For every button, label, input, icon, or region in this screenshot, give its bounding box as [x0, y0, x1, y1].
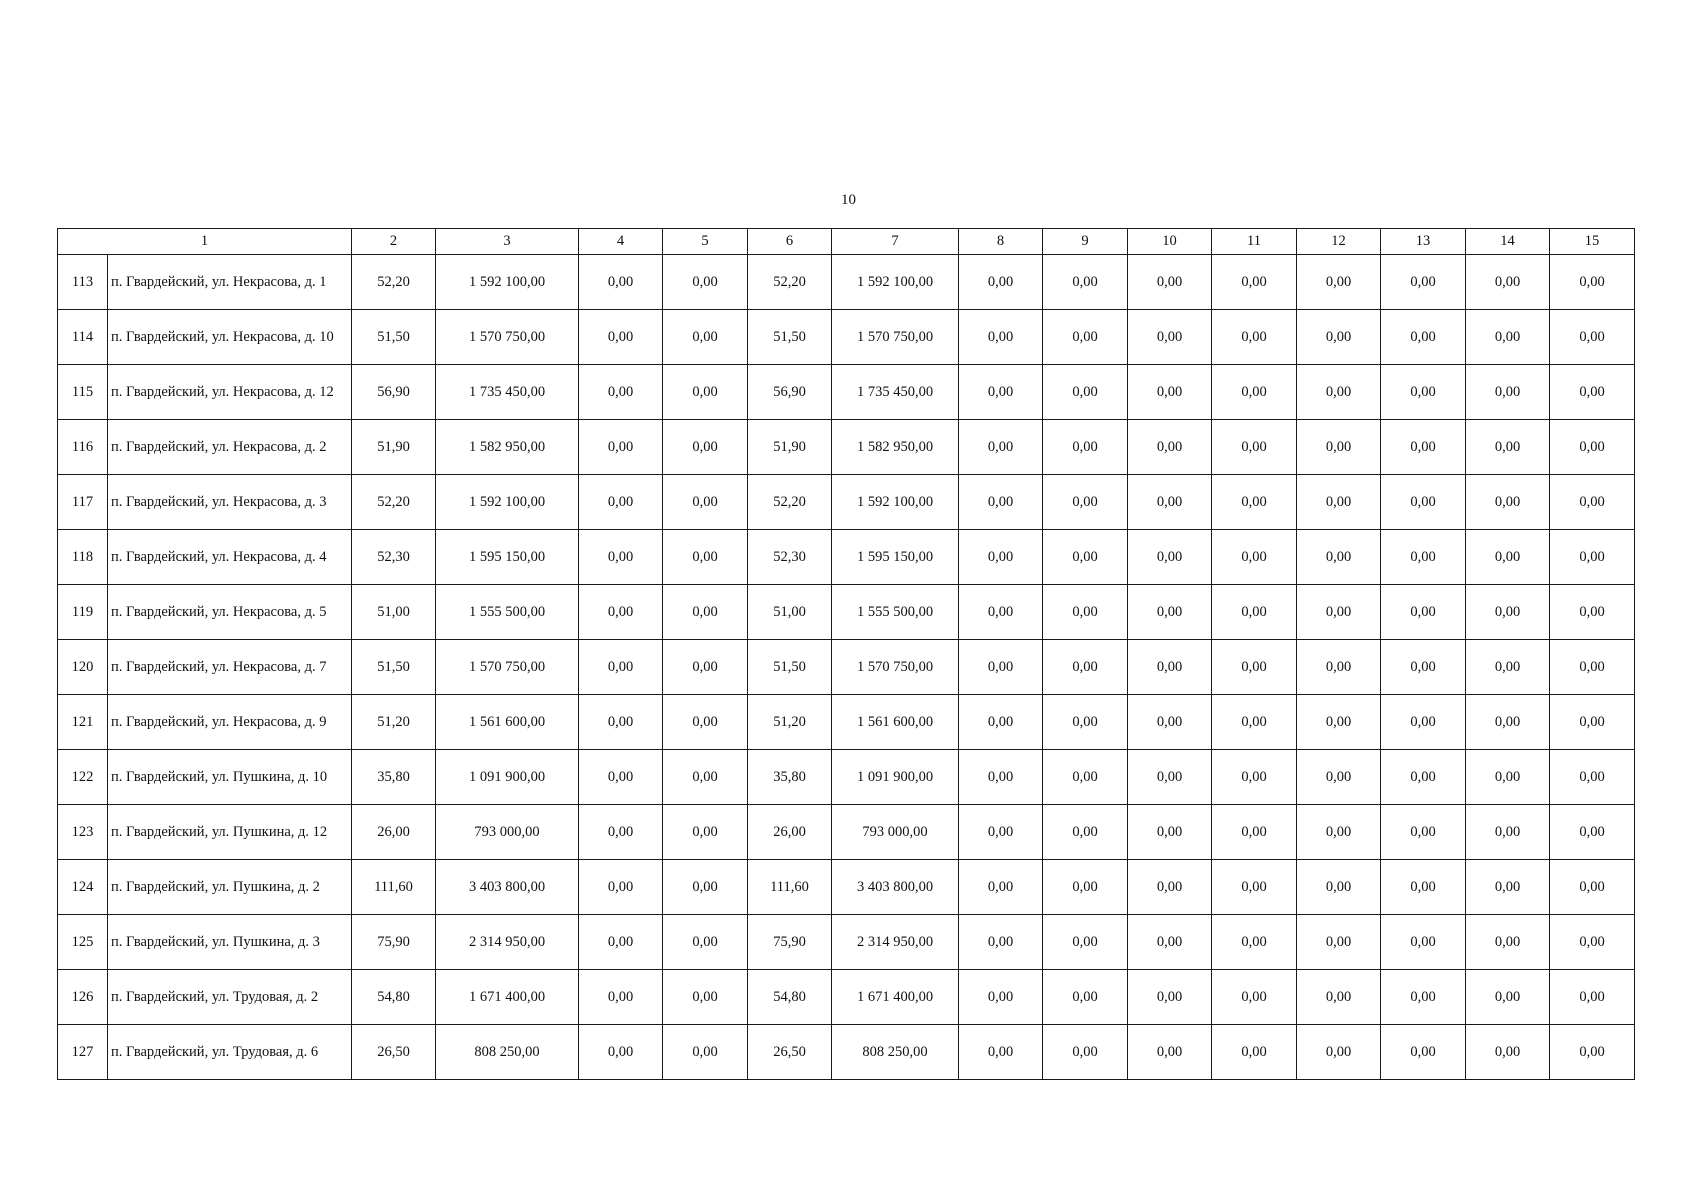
value-cell: 0,00 [959, 1025, 1043, 1080]
address-cell: п. Гвардейский, ул. Некрасова, д. 12 [108, 365, 352, 420]
value-cell: 0,00 [1212, 1025, 1297, 1080]
value-cell: 0,00 [1466, 310, 1550, 365]
value-cell: 51,00 [748, 585, 832, 640]
value-cell: 0,00 [579, 695, 663, 750]
value-cell: 0,00 [1212, 310, 1297, 365]
value-cell: 0,00 [1466, 1025, 1550, 1080]
value-cell: 0,00 [1043, 255, 1128, 310]
value-cell: 0,00 [663, 310, 748, 365]
value-cell: 0,00 [1212, 255, 1297, 310]
address-cell: п. Гвардейский, ул. Некрасова, д. 3 [108, 475, 352, 530]
value-cell: 0,00 [663, 970, 748, 1025]
value-cell: 1 570 750,00 [832, 310, 959, 365]
table-row [58, 255, 1635, 310]
value-cell: 2 314 950,00 [832, 915, 959, 970]
value-cell: 0,00 [1297, 695, 1381, 750]
value-cell: 808 250,00 [832, 1025, 959, 1080]
value-cell: 0,00 [1128, 585, 1212, 640]
value-cell: 2 314 950,00 [436, 915, 579, 970]
value-cell: 1 555 500,00 [832, 585, 959, 640]
value-cell: 0,00 [1550, 915, 1635, 970]
value-cell: 75,90 [352, 915, 436, 970]
value-cell: 0,00 [1128, 365, 1212, 420]
header-cell: 14 [1466, 229, 1550, 255]
value-cell: 51,90 [352, 420, 436, 475]
value-cell: 0,00 [1212, 695, 1297, 750]
value-cell: 1 570 750,00 [436, 640, 579, 695]
value-cell: 1 582 950,00 [832, 420, 959, 475]
value-cell: 0,00 [1128, 475, 1212, 530]
value-cell: 0,00 [663, 365, 748, 420]
value-cell: 1 735 450,00 [436, 365, 579, 420]
value-cell: 0,00 [663, 750, 748, 805]
value-cell: 0,00 [663, 475, 748, 530]
value-cell: 0,00 [1128, 530, 1212, 585]
value-cell: 0,00 [959, 475, 1043, 530]
value-cell: 51,20 [352, 695, 436, 750]
table-row [58, 475, 1635, 530]
value-cell: 0,00 [663, 530, 748, 585]
value-cell: 52,20 [748, 255, 832, 310]
table-row [58, 695, 1635, 750]
address-cell: п. Гвардейский, ул. Трудовая, д. 2 [108, 970, 352, 1025]
value-cell: 0,00 [579, 750, 663, 805]
value-cell: 0,00 [1297, 475, 1381, 530]
value-cell: 51,50 [748, 310, 832, 365]
header-cell: 12 [1297, 229, 1381, 255]
value-cell: 0,00 [959, 640, 1043, 695]
value-cell: 51,90 [748, 420, 832, 475]
value-cell: 0,00 [959, 695, 1043, 750]
value-cell: 0,00 [1550, 530, 1635, 585]
value-cell: 0,00 [1212, 805, 1297, 860]
value-cell: 0,00 [959, 750, 1043, 805]
value-cell: 0,00 [1043, 310, 1128, 365]
value-cell: 0,00 [959, 585, 1043, 640]
value-cell: 0,00 [959, 915, 1043, 970]
value-cell: 0,00 [959, 255, 1043, 310]
value-cell: 0,00 [1381, 585, 1466, 640]
value-cell: 0,00 [1297, 365, 1381, 420]
table-header [58, 229, 1635, 255]
header-cell: 7 [832, 229, 959, 255]
value-cell: 0,00 [1212, 585, 1297, 640]
value-cell: 51,50 [352, 640, 436, 695]
table-row [58, 585, 1635, 640]
value-cell: 0,00 [1212, 970, 1297, 1025]
value-cell: 52,20 [748, 475, 832, 530]
value-cell: 1 570 750,00 [832, 640, 959, 695]
value-cell: 0,00 [1297, 805, 1381, 860]
value-cell: 52,20 [352, 475, 436, 530]
value-cell: 0,00 [1381, 310, 1466, 365]
value-cell: 0,00 [1381, 475, 1466, 530]
value-cell: 0,00 [1466, 585, 1550, 640]
row-number: 114 [58, 310, 108, 365]
value-cell: 75,90 [748, 915, 832, 970]
header-row [58, 229, 1635, 255]
row-number: 123 [58, 805, 108, 860]
value-cell: 0,00 [579, 1025, 663, 1080]
value-cell: 51,20 [748, 695, 832, 750]
value-cell: 0,00 [1128, 640, 1212, 695]
value-cell: 0,00 [1381, 365, 1466, 420]
value-cell: 0,00 [1128, 310, 1212, 365]
value-cell: 0,00 [1297, 860, 1381, 915]
row-number: 126 [58, 970, 108, 1025]
value-cell: 35,80 [352, 750, 436, 805]
value-cell: 0,00 [1297, 420, 1381, 475]
header-cell: 3 [436, 229, 579, 255]
value-cell: 0,00 [1381, 255, 1466, 310]
value-cell: 0,00 [663, 585, 748, 640]
value-cell: 0,00 [579, 530, 663, 585]
value-cell: 3 403 800,00 [436, 860, 579, 915]
value-cell: 1 595 150,00 [436, 530, 579, 585]
value-cell: 0,00 [1212, 420, 1297, 475]
value-cell: 0,00 [1381, 695, 1466, 750]
value-cell: 1 592 100,00 [436, 255, 579, 310]
value-cell: 0,00 [579, 310, 663, 365]
value-cell: 111,60 [352, 860, 436, 915]
table-row [58, 805, 1635, 860]
value-cell: 0,00 [1043, 1025, 1128, 1080]
value-cell: 0,00 [1466, 805, 1550, 860]
value-cell: 0,00 [579, 365, 663, 420]
value-cell: 1 570 750,00 [436, 310, 579, 365]
value-cell: 1 592 100,00 [832, 255, 959, 310]
value-cell: 26,00 [352, 805, 436, 860]
table-row [58, 310, 1635, 365]
address-cell: п. Гвардейский, ул. Некрасова, д. 4 [108, 530, 352, 585]
value-cell: 0,00 [1550, 585, 1635, 640]
row-number: 117 [58, 475, 108, 530]
value-cell: 0,00 [1297, 640, 1381, 695]
row-number: 124 [58, 860, 108, 915]
table-body [58, 255, 1635, 1080]
header-cell: 2 [352, 229, 436, 255]
value-cell: 0,00 [663, 1025, 748, 1080]
row-number: 125 [58, 915, 108, 970]
value-cell: 0,00 [1466, 640, 1550, 695]
value-cell: 51,00 [352, 585, 436, 640]
value-cell: 54,80 [352, 970, 436, 1025]
value-cell: 0,00 [1381, 530, 1466, 585]
value-cell: 0,00 [1128, 420, 1212, 475]
value-cell: 793 000,00 [436, 805, 579, 860]
value-cell: 0,00 [1297, 970, 1381, 1025]
value-cell: 0,00 [1550, 805, 1635, 860]
value-cell: 0,00 [1297, 585, 1381, 640]
table-row [58, 365, 1635, 420]
address-cell: п. Гвардейский, ул. Некрасова, д. 7 [108, 640, 352, 695]
header-cell: 9 [1043, 229, 1128, 255]
value-cell: 52,20 [352, 255, 436, 310]
value-cell: 1 592 100,00 [832, 475, 959, 530]
value-cell: 0,00 [663, 860, 748, 915]
value-cell: 0,00 [959, 310, 1043, 365]
value-cell: 0,00 [1381, 640, 1466, 695]
value-cell: 0,00 [1297, 310, 1381, 365]
value-cell: 0,00 [663, 255, 748, 310]
value-cell: 0,00 [1212, 860, 1297, 915]
value-cell: 0,00 [959, 365, 1043, 420]
value-cell: 1 592 100,00 [436, 475, 579, 530]
header-cell: 4 [579, 229, 663, 255]
address-cell: п. Гвардейский, ул. Некрасова, д. 5 [108, 585, 352, 640]
header-cell: 13 [1381, 229, 1466, 255]
value-cell: 0,00 [1466, 750, 1550, 805]
value-cell: 1 561 600,00 [436, 695, 579, 750]
table-row [58, 530, 1635, 585]
value-cell: 0,00 [1128, 860, 1212, 915]
value-cell: 0,00 [663, 915, 748, 970]
address-cell: п. Гвардейский, ул. Пушкина, д. 12 [108, 805, 352, 860]
value-cell: 0,00 [959, 805, 1043, 860]
value-cell: 0,00 [1212, 750, 1297, 805]
value-cell: 0,00 [1381, 805, 1466, 860]
value-cell: 52,30 [352, 530, 436, 585]
value-cell: 56,90 [352, 365, 436, 420]
address-cell: п. Гвардейский, ул. Некрасова, д. 1 [108, 255, 352, 310]
value-cell: 0,00 [1297, 915, 1381, 970]
header-cell: 11 [1212, 229, 1297, 255]
value-cell: 0,00 [1550, 695, 1635, 750]
value-cell: 52,30 [748, 530, 832, 585]
value-cell: 1 555 500,00 [436, 585, 579, 640]
value-cell: 0,00 [1043, 750, 1128, 805]
row-number: 127 [58, 1025, 108, 1080]
value-cell: 0,00 [1043, 475, 1128, 530]
value-cell: 1 735 450,00 [832, 365, 959, 420]
value-cell: 0,00 [663, 695, 748, 750]
value-cell: 0,00 [1128, 970, 1212, 1025]
value-cell: 0,00 [1212, 365, 1297, 420]
header-cell: 15 [1550, 229, 1635, 255]
table-row [58, 750, 1635, 805]
value-cell: 0,00 [1212, 530, 1297, 585]
table-row [58, 420, 1635, 475]
value-cell: 51,50 [352, 310, 436, 365]
value-cell: 0,00 [1381, 860, 1466, 915]
table-row [58, 640, 1635, 695]
value-cell: 0,00 [1043, 860, 1128, 915]
value-cell: 0,00 [1381, 750, 1466, 805]
value-cell: 1 582 950,00 [436, 420, 579, 475]
value-cell: 0,00 [1381, 970, 1466, 1025]
value-cell: 0,00 [1550, 1025, 1635, 1080]
value-cell: 0,00 [579, 640, 663, 695]
value-cell: 1 091 900,00 [436, 750, 579, 805]
register-table [57, 228, 1635, 1080]
row-number: 119 [58, 585, 108, 640]
header-cell: 6 [748, 229, 832, 255]
value-cell: 0,00 [579, 255, 663, 310]
value-cell: 0,00 [1043, 420, 1128, 475]
value-cell: 35,80 [748, 750, 832, 805]
value-cell: 0,00 [663, 420, 748, 475]
value-cell: 808 250,00 [436, 1025, 579, 1080]
value-cell: 0,00 [1550, 750, 1635, 805]
value-cell: 1 561 600,00 [832, 695, 959, 750]
header-cell: 1 [58, 229, 352, 255]
address-cell: п. Гвардейский, ул. Пушкина, д. 3 [108, 915, 352, 970]
value-cell: 0,00 [959, 860, 1043, 915]
value-cell: 0,00 [1550, 255, 1635, 310]
table-row [58, 915, 1635, 970]
value-cell: 26,50 [748, 1025, 832, 1080]
value-cell: 0,00 [579, 475, 663, 530]
address-cell: п. Гвардейский, ул. Пушкина, д. 10 [108, 750, 352, 805]
header-cell: 8 [959, 229, 1043, 255]
value-cell: 0,00 [1381, 1025, 1466, 1080]
value-cell: 0,00 [1466, 530, 1550, 585]
address-cell: п. Гвардейский, ул. Пушкина, д. 2 [108, 860, 352, 915]
value-cell: 0,00 [1466, 420, 1550, 475]
row-number: 115 [58, 365, 108, 420]
address-cell: п. Гвардейский, ул. Трудовая, д. 6 [108, 1025, 352, 1080]
value-cell: 1 671 400,00 [436, 970, 579, 1025]
value-cell: 0,00 [1466, 365, 1550, 420]
value-cell: 0,00 [959, 420, 1043, 475]
value-cell: 0,00 [1212, 915, 1297, 970]
header-cell: 5 [663, 229, 748, 255]
address-cell: п. Гвардейский, ул. Некрасова, д. 9 [108, 695, 352, 750]
value-cell: 0,00 [663, 640, 748, 695]
value-cell: 0,00 [959, 970, 1043, 1025]
value-cell: 0,00 [579, 860, 663, 915]
row-number: 116 [58, 420, 108, 475]
value-cell: 0,00 [663, 805, 748, 860]
value-cell: 1 671 400,00 [832, 970, 959, 1025]
value-cell: 0,00 [1466, 860, 1550, 915]
value-cell: 0,00 [1466, 970, 1550, 1025]
value-cell: 0,00 [1466, 915, 1550, 970]
value-cell: 3 403 800,00 [832, 860, 959, 915]
row-number: 113 [58, 255, 108, 310]
row-number: 120 [58, 640, 108, 695]
value-cell: 0,00 [1128, 1025, 1212, 1080]
value-cell: 51,50 [748, 640, 832, 695]
value-cell: 56,90 [748, 365, 832, 420]
value-cell: 0,00 [1297, 1025, 1381, 1080]
value-cell: 0,00 [1550, 970, 1635, 1025]
value-cell: 0,00 [1466, 475, 1550, 530]
table-row [58, 860, 1635, 915]
row-number: 118 [58, 530, 108, 585]
value-cell: 0,00 [1297, 255, 1381, 310]
value-cell: 0,00 [1297, 530, 1381, 585]
value-cell: 0,00 [1550, 860, 1635, 915]
value-cell: 0,00 [1128, 255, 1212, 310]
value-cell: 0,00 [1550, 310, 1635, 365]
value-cell: 0,00 [1043, 365, 1128, 420]
page-number: 10 [841, 192, 856, 208]
value-cell: 0,00 [1043, 640, 1128, 695]
header-cell: 10 [1128, 229, 1212, 255]
value-cell: 1 595 150,00 [832, 530, 959, 585]
value-cell: 26,50 [352, 1025, 436, 1080]
value-cell: 0,00 [959, 530, 1043, 585]
address-cell: п. Гвардейский, ул. Некрасова, д. 10 [108, 310, 352, 365]
table-row [58, 970, 1635, 1025]
value-cell: 0,00 [1550, 640, 1635, 695]
value-cell: 0,00 [1550, 475, 1635, 530]
value-cell: 0,00 [1128, 695, 1212, 750]
value-cell: 54,80 [748, 970, 832, 1025]
value-cell: 26,00 [748, 805, 832, 860]
value-cell: 0,00 [1043, 585, 1128, 640]
address-cell: п. Гвардейский, ул. Некрасова, д. 2 [108, 420, 352, 475]
value-cell: 0,00 [1043, 695, 1128, 750]
value-cell: 0,00 [579, 805, 663, 860]
value-cell: 0,00 [1043, 970, 1128, 1025]
value-cell: 0,00 [1466, 695, 1550, 750]
value-cell: 0,00 [1043, 530, 1128, 585]
value-cell: 0,00 [1550, 420, 1635, 475]
value-cell: 0,00 [1128, 915, 1212, 970]
value-cell: 793 000,00 [832, 805, 959, 860]
value-cell: 0,00 [1043, 915, 1128, 970]
value-cell: 0,00 [579, 915, 663, 970]
value-cell: 0,00 [1466, 255, 1550, 310]
value-cell: 0,00 [579, 420, 663, 475]
value-cell: 0,00 [1381, 915, 1466, 970]
value-cell: 0,00 [579, 585, 663, 640]
value-cell: 0,00 [1297, 750, 1381, 805]
value-cell: 0,00 [1128, 750, 1212, 805]
value-cell: 111,60 [748, 860, 832, 915]
value-cell: 0,00 [1212, 475, 1297, 530]
table-row [58, 1025, 1635, 1080]
value-cell: 0,00 [1128, 805, 1212, 860]
value-cell: 0,00 [1212, 640, 1297, 695]
row-number: 121 [58, 695, 108, 750]
value-cell: 0,00 [1381, 420, 1466, 475]
value-cell: 0,00 [1550, 365, 1635, 420]
value-cell: 1 091 900,00 [832, 750, 959, 805]
value-cell: 0,00 [579, 970, 663, 1025]
value-cell: 0,00 [1043, 805, 1128, 860]
row-number: 122 [58, 750, 108, 805]
